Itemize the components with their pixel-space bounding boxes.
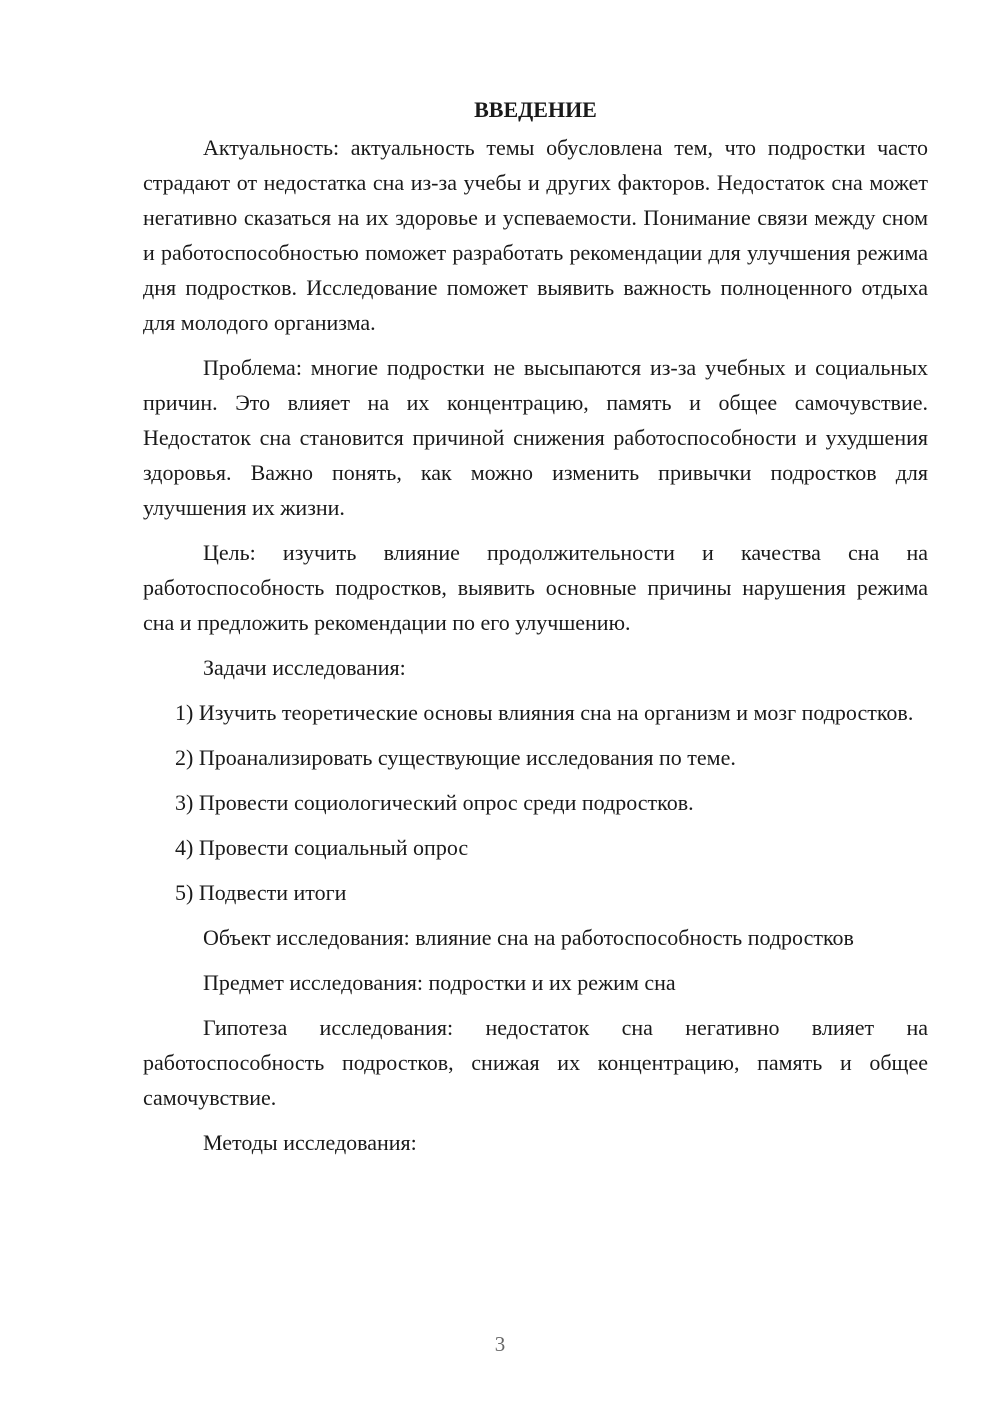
document-title: ВВЕДЕНИЕ	[474, 97, 597, 122]
paragraph-relevance: Актуальность: актуальность темы обусловлена тем, что подростки часто страдают от недостатка сна из-за учебы и других факторов. Недостаток сна может негативно сказаться на их здоровье и успеваемости. Понимание связи между сном и работоспособностью поможет разработать рекомендации для улучшения режима дня подростков. Исследование поможет выявить важность полноценного отдыха для молодого организма.	[143, 135, 928, 335]
task-item-2: 2) Проанализировать существующие исследования по теме.	[175, 745, 736, 770]
task-item-1: 1) Изучить теоретические основы влияния сна на организм и мозг подростков.	[175, 700, 914, 725]
document-page	[143, 92, 928, 1170]
page-number: 3	[494, 1332, 506, 1356]
methods-heading: Методы исследования:	[203, 1130, 417, 1155]
tasks-heading: Задачи исследования:	[203, 655, 406, 680]
paragraph-hypothesis: Гипотеза исследования: недостаток сна негативно влияет на работоспособность подростков, снижая их концентрацию, память и общее самочувствие.	[143, 1015, 928, 1110]
paragraph-goal: Цель: изучить влияние продолжительности и качества сна на работоспособность подростков, выявить основные причины нарушения режима сна и предложить рекомендации по его улучшению.	[143, 540, 928, 635]
paragraph-problem: Проблема: многие подростки не высыпаются из-за учебных и социальных причин. Это влияет на их концентрацию, память и общее самочувствие. Недостаток сна становится причиной снижения работоспособности и ухудшения здоровья. Важно понять, как можно изменить привычки подростков для улучшения их жизни.	[143, 355, 928, 520]
paragraph-object: Объект исследования: влияние сна на работоспособность подростков	[203, 925, 854, 950]
task-item-3: 3) Провести социологический опрос среди подростков.	[175, 790, 694, 815]
paragraph-subject: Предмет исследования: подростки и их режим сна	[203, 970, 676, 995]
task-item-4: 4) Провести социальный опрос	[175, 835, 469, 860]
task-item-5: 5) Подвести итоги	[175, 880, 347, 905]
